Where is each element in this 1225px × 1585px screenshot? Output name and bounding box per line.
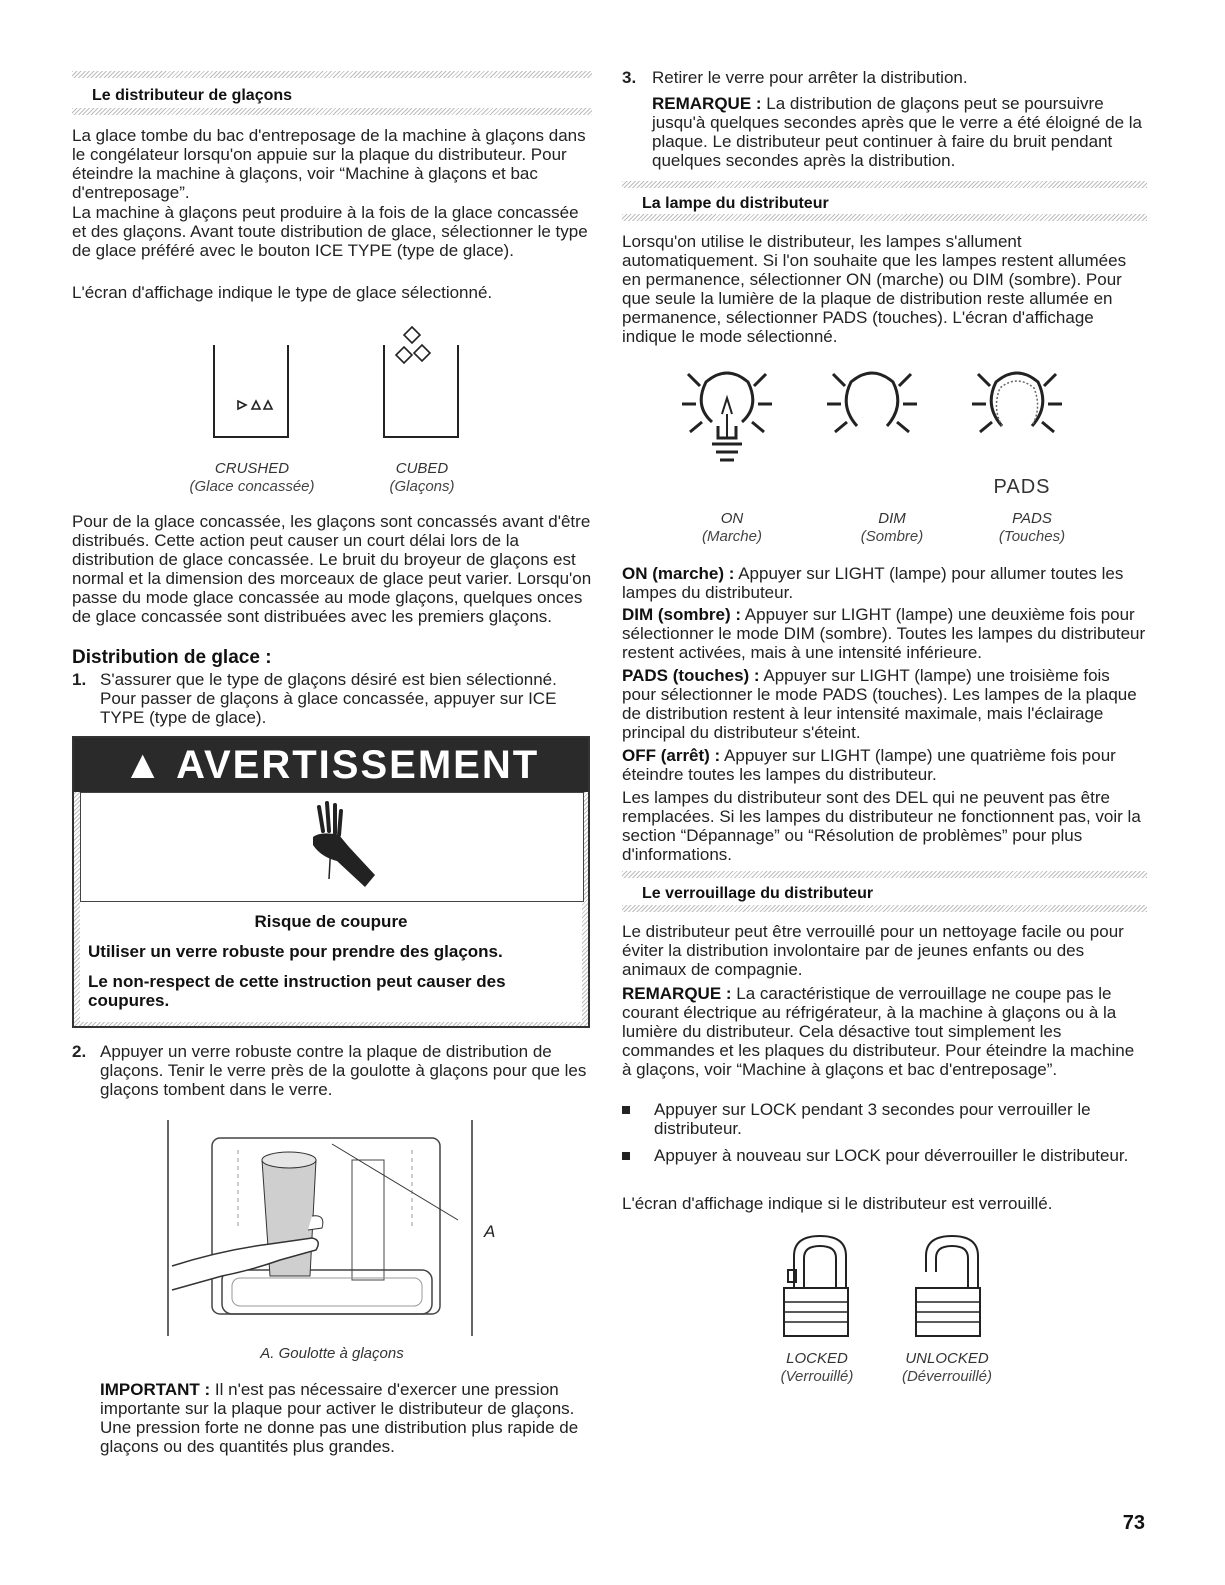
figure-caption: A. Goulotte à glaçons: [260, 1345, 404, 1362]
mode-label: ON (marche) :: [622, 564, 735, 583]
warning-box: [72, 736, 590, 1028]
bullet-item: [622, 1146, 1147, 1165]
remarque-text: La caractéristique de verrouillage ne coupe pas le courant électrique au réfrigérateur, à la machine à glaçons ou à la lumière du distributeur. Cela désactive tout simplement les commandes et les plaques du distributeur. Pour éteindre la machine à glaçons, voir “Machine à glaçons et bac d'entreposage”.: [622, 984, 1135, 1079]
mode-text: Appuyer sur LIGHT (lampe) une quatrième fois pour éteindre toutes les lampes du distributeur.: [622, 746, 1116, 784]
section-title-dispenser-light: La lampe du distributeur: [642, 195, 829, 212]
warning-line-2: Le non-respect de cette instruction peut causer des coupures.: [88, 972, 506, 1010]
step-text: Appuyer un verre robuste contre la plaque de distribution de glaçons. Tenir le verre près de la goulotte à glaçons pour que les glaçons tombent dans le verre.: [100, 1042, 587, 1099]
section-rule: [622, 214, 1147, 221]
locked-caption: [752, 1350, 882, 1386]
figure-label: A: [484, 1222, 496, 1241]
dispenser-illustration: [162, 1120, 502, 1336]
on-caption: [662, 510, 802, 546]
paragraph: L'écran d'affichage indique si le distributeur est verrouillé.: [622, 1194, 1053, 1213]
section-rule: [72, 108, 592, 115]
section-rule: [622, 181, 1147, 188]
caption-label: DIM: [878, 510, 906, 527]
paragraph: La glace tombe du bac d'entreposage de la machine à glaçons dans le congélateur lorsqu'on appuie sur la plaque du distributeur. Pour éteindre la machine à glaçons, voir “Machine à glaçons et bac d'entreposage”.: [72, 126, 586, 202]
caption-sub: (Touches): [998, 528, 1066, 545]
section-rule: [72, 71, 592, 78]
step-1: [72, 670, 592, 727]
step-number: 1.: [72, 670, 87, 689]
mode-text: Appuyer sur LIGHT (lampe) une deuxième fois pour sélectionner le mode DIM (sombre). Toutes les lampes du distributeur restent activées, mais à une intensité inférieure.: [622, 605, 1146, 662]
warning-icon-area: [80, 792, 584, 902]
remarque-label: REMARQUE :: [622, 984, 732, 1003]
warning-line-1: Utiliser un verre robuste pour prendre des glaçons.: [88, 942, 503, 961]
section-title-ice-dispenser: Le distributeur de glaçons: [92, 87, 293, 104]
light-bulb-dim-icon: [817, 360, 927, 470]
note-remarque-1: [652, 94, 1147, 170]
mode-label: PADS (touches) :: [622, 666, 760, 685]
cubed-ice-icon: [372, 325, 472, 445]
crushed-ice-icon: [202, 325, 302, 445]
mode-label: OFF (arrêt) :: [622, 746, 721, 765]
mode-label: DIM (sombre) :: [622, 605, 741, 624]
bullet-text: Appuyer sur LOCK pendant 3 secondes pour verrouiller le distributeur.: [654, 1100, 1091, 1138]
mode-off-description: [622, 746, 1147, 784]
page-number: 73: [1122, 1512, 1145, 1534]
bullet-text: Appuyer à nouveau sur LOCK pour déverrouiller le distributeur.: [654, 1146, 1129, 1165]
step-text: Retirer le verre pour arrêter la distribution.: [652, 68, 968, 87]
mode-pads-description: [622, 666, 1147, 742]
important-label: IMPORTANT :: [100, 1380, 211, 1399]
pads-caption: [962, 510, 1102, 546]
remarque-label: REMARQUE :: [652, 94, 762, 113]
mode-text: Appuyer sur LIGHT (lampe) pour allumer toutes les lampes du distributeur.: [622, 564, 1124, 602]
pads-display-text: PADS: [993, 476, 1051, 498]
caption-sub: (Déverrouillé): [901, 1368, 993, 1385]
caption-label: PADS: [1012, 510, 1052, 527]
remarque-text: La distribution de glaçons peut se poursuivre jusqu'à quelques secondes après que le verre a été éloigné de la plaque. Le distributeur peut continuer à faire du bruit pendant quelques secondes après la distribution.: [652, 94, 1142, 170]
light-bulb-pads-icon: [962, 360, 1072, 470]
paragraph: Le distributeur peut être verrouillé pour un nettoyage facile ou pour éviter la distribution involontaire par de jeunes enfants ou des animaux de compagnie.: [622, 922, 1124, 979]
step-2: [72, 1042, 592, 1099]
caption-sub: (Glace concassée): [189, 478, 315, 495]
bullet-icon: [622, 1152, 630, 1160]
mode-text: Appuyer sur LIGHT (lampe) une troisième fois pour sélectionner le mode PADS (touches). Les lampes de la plaque de distribution restent à leur intensité maximale, mais l'éclairage principal du distributeur s'éteint.: [622, 666, 1137, 742]
mode-on-description: [622, 564, 1147, 602]
light-bulb-on-icon: [672, 360, 782, 470]
paragraph: La machine à glaçons peut produire à la fois de la glace concassée et des glaçons. Avant toute distribution de glace, sélectionner le type de glace préféré avec le bouton ICE TYPE (type de glace).: [72, 203, 588, 260]
hand-cut-icon: [291, 801, 381, 891]
caption-sub: (Glaçons): [389, 478, 455, 495]
section-rule: [622, 905, 1147, 912]
unlocked-caption: [877, 1350, 1017, 1386]
cubed-caption: [347, 460, 497, 496]
subheading: Distribution de glace :: [72, 647, 272, 668]
dim-caption: [822, 510, 962, 546]
warning-title: AVERTISSEMENT: [176, 743, 540, 787]
mode-dim-description: [622, 605, 1147, 662]
caption-sub: (Marche): [701, 528, 762, 545]
warning-header: [74, 738, 588, 792]
warning-triangle-icon: ▲: [122, 743, 165, 787]
caption-label: ON: [720, 510, 744, 527]
caption-label: LOCKED: [786, 1350, 848, 1367]
step-3: [622, 68, 1147, 87]
warning-text-area: [80, 902, 582, 1022]
important-note: [100, 1380, 592, 1456]
caption-label: UNLOCKED: [905, 1350, 989, 1367]
unlocked-icon: [912, 1232, 992, 1342]
paragraph: L'écran d'affichage indique le type de glace sélectionné.: [72, 283, 493, 302]
caption-label: CRUSHED: [214, 460, 290, 477]
bullet-item: [622, 1100, 1147, 1138]
paragraph: Les lampes du distributeur sont des DEL qui ne peuvent pas être remplacées. Si les lampes du distributeur ne fonctionnent pas, voir la section “Dépannage” ou “Résolution de problèmes” pour plus d'informations.: [622, 788, 1141, 864]
note-remarque-2: [622, 984, 1147, 1079]
important-text: Il n'est pas nécessaire d'exercer une pression importante sur la plaque pour activer le distributeur de glaçons. Une pression forte ne donne pas une distribution plus rapide de glaçons ou des quantités plus grandes.: [100, 1380, 579, 1456]
section-rule: [622, 871, 1147, 878]
locked-icon: [780, 1232, 860, 1342]
paragraph: Pour de la glace concassée, les glaçons sont concassés avant d'être distribués. Cette action peut causer un court délai lors de la distribution de glace concassée. Le bruit du broyeur de glaçons est normal et la dimension des morceaux de glace peut varier. Lorsqu'on passe du mode glace concassée au mode glaçons, quelques onces de glace concassée sont distribuées avec les premiers glaçons.: [72, 512, 592, 626]
paragraph: Lorsqu'on utilise le distributeur, les lampes s'allument automatiquement. Si l'on souhaite que les lampes restent allumées en permanence, sélectionner ON (marche) ou DIM (sombre). Pour que seule la lumière de la plaque de distribution reste allumée en permanence, sélectionner PADS (touches). L'écran d'affichage indique le mode sélectionné.: [622, 232, 1127, 346]
caption-sub: (Verrouillé): [780, 1368, 854, 1385]
bullet-icon: [622, 1106, 630, 1114]
crushed-caption: [177, 460, 327, 496]
caption-label: CUBED: [395, 460, 449, 477]
warning-risk: Risque de coupure: [254, 912, 408, 931]
step-number: 3.: [622, 68, 637, 87]
step-number: 2.: [72, 1042, 87, 1061]
caption-sub: (Sombre): [860, 528, 924, 545]
section-title-dispenser-lock: Le verrouillage du distributeur: [642, 885, 874, 902]
step-text: S'assurer que le type de glaçons désiré est bien sélectionné. Pour passer de glaçons à glace concassée, appuyer sur ICE TYPE (type de glace).: [100, 670, 557, 727]
